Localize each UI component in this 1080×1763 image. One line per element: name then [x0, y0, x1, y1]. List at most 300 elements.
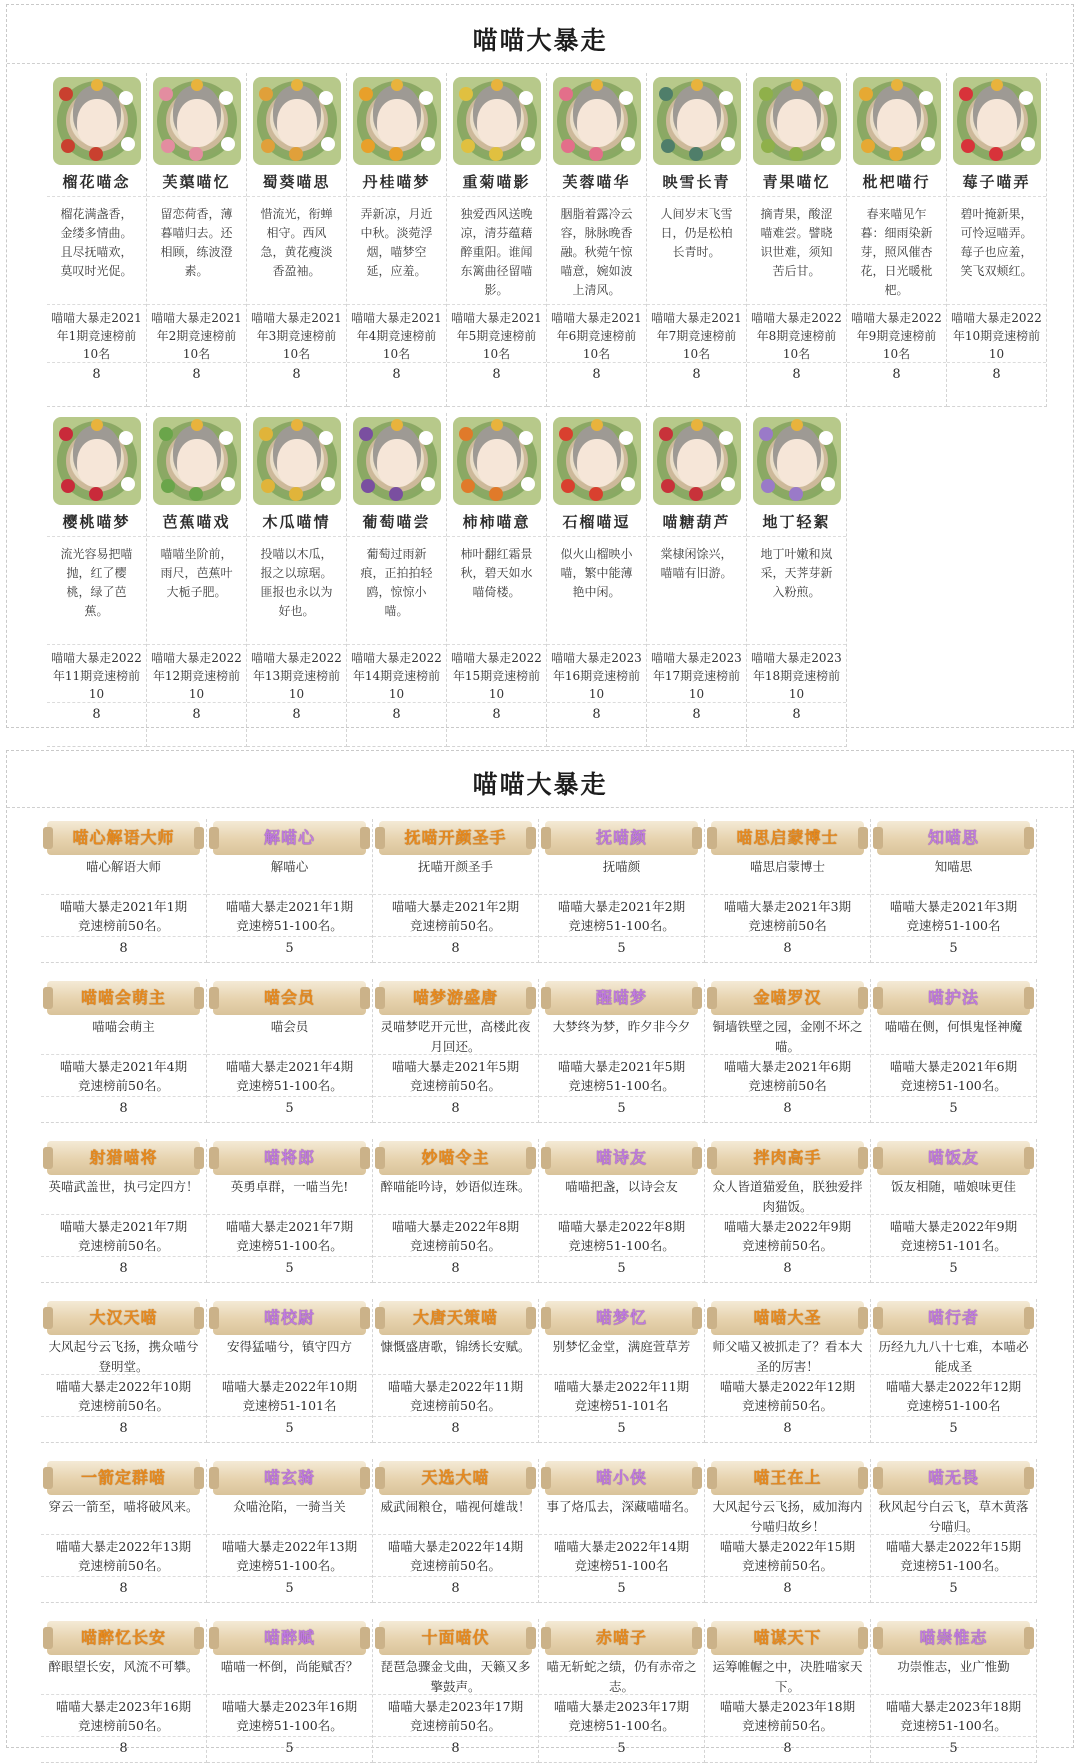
title-count: 8	[451, 1101, 460, 1116]
title-card[interactable]	[539, 1139, 705, 1283]
title-condition	[539, 1215, 704, 1257]
condition-period: 喵喵大暴走2022年10期	[55, 1379, 192, 1394]
avatar-description: 惜流光，衔蝉相守。西风急，黄花瘦淡香盈袖。	[247, 197, 346, 305]
condition-rank: 竞速榜前50名。	[410, 918, 501, 933]
condition-period: 喵喵大暴走2022年10期	[221, 1379, 358, 1394]
panel-title: 喵喵大暴走	[472, 770, 608, 799]
flower-icon	[61, 479, 75, 493]
condition-rank: 竞速榜51-100名。	[236, 1718, 343, 1733]
avatar-card[interactable]	[247, 413, 347, 747]
avatar-portrait-image	[553, 77, 641, 165]
title-count: 8	[119, 1741, 128, 1756]
title-card[interactable]	[207, 1139, 373, 1283]
title-divider	[7, 63, 1073, 64]
title-count: 8	[783, 1741, 792, 1756]
title-description: 运筹帷幄之中，决胜喵家天下。	[705, 1655, 870, 1695]
bell-icon	[91, 419, 103, 431]
title-count: 5	[949, 941, 958, 956]
title-condition	[373, 1375, 538, 1417]
title-card[interactable]	[705, 1619, 871, 1763]
flower-icon	[721, 137, 735, 151]
avatar-count: 8	[592, 707, 601, 722]
avatar-card[interactable]	[347, 413, 447, 747]
avatar-portrait-image	[253, 77, 341, 165]
flower-icon	[121, 137, 135, 151]
avatar-card[interactable]	[847, 73, 947, 407]
avatar-count: 8	[92, 367, 101, 382]
avatar-portrait-image	[553, 417, 641, 505]
avatar-condition: 喵喵大暴走2021年1期竞速榜前10名	[47, 305, 146, 363]
condition-rank: 竞速榜51-101名。	[900, 1238, 1007, 1253]
flower-icon	[919, 91, 933, 105]
avatar-condition: 喵喵大暴走2021年4期竞速榜前10名	[347, 305, 446, 363]
title-description: 慷慨盛唐歌，锦绣长安赋。	[373, 1335, 538, 1375]
title-card[interactable]	[373, 1619, 539, 1763]
condition-rank: 竞速榜前50名。	[742, 1238, 833, 1253]
bell-icon	[691, 419, 703, 431]
flower-icon	[889, 147, 903, 161]
condition-period: 喵喵大暴走2023年18期	[885, 1699, 1022, 1714]
flower-icon	[219, 431, 233, 445]
bell-icon	[991, 79, 1003, 91]
flower-icon	[661, 479, 675, 493]
title-card[interactable]	[705, 1459, 871, 1603]
flower-icon	[1019, 91, 1033, 105]
avatar-card[interactable]	[547, 73, 647, 407]
title-card[interactable]	[539, 979, 705, 1123]
title-card[interactable]	[207, 1459, 373, 1603]
flower-icon	[321, 137, 335, 151]
flower-icon	[259, 427, 273, 441]
title-count: 5	[949, 1741, 958, 1756]
title-card[interactable]	[41, 979, 207, 1123]
title-description: 喵喵把盏，以诗会友	[539, 1175, 704, 1215]
flower-icon	[721, 477, 735, 491]
bell-icon	[391, 419, 403, 431]
flower-icon	[821, 477, 835, 491]
title-condition	[871, 895, 1036, 937]
flower-icon	[289, 487, 303, 501]
avatar-description: 摘青果，酸涩喵难尝。譬晓识世难，须知苦后甘。	[747, 197, 846, 305]
title-badge: 喵校尉	[213, 1301, 366, 1335]
title-count: 5	[617, 1261, 626, 1276]
title-badge: 妙喵令主	[379, 1141, 532, 1175]
condition-rank: 竞速榜前50名。	[78, 1718, 169, 1733]
avatar-description: 流光容易把喵抛，红了樱桃，绿了芭蕉。	[47, 537, 146, 645]
condition-period: 喵喵大暴走2021年2期	[557, 899, 686, 914]
title-card[interactable]	[41, 819, 207, 963]
title-count: 8	[451, 1421, 460, 1436]
title-condition	[41, 1695, 206, 1737]
title-description: 大梦终为梦，昨夕非今夕	[539, 1015, 704, 1055]
avatar-condition: 喵喵大暴走2021年6期竞速榜前10名	[547, 305, 646, 363]
bell-icon	[791, 419, 803, 431]
flower-icon	[1021, 137, 1035, 151]
title-count: 5	[949, 1101, 958, 1116]
avatar-count: 8	[392, 707, 401, 722]
flower-icon	[959, 87, 973, 101]
condition-period: 喵喵大暴走2022年9期	[889, 1219, 1018, 1234]
title-badge: 一箭定群喵	[47, 1461, 200, 1495]
flower-icon	[221, 137, 235, 151]
flower-icon	[819, 91, 833, 105]
avatar-card[interactable]	[647, 73, 747, 407]
condition-period: 喵喵大暴走2022年11期	[387, 1379, 524, 1394]
character-face	[477, 99, 517, 147]
title-description: 喵会员	[207, 1015, 372, 1055]
flower-icon	[459, 87, 473, 101]
avatar-name: 喵糖葫芦	[647, 511, 746, 537]
avatar-name: 葡萄喵尝	[347, 511, 446, 537]
avatar-card[interactable]	[447, 73, 547, 407]
title-count: 5	[617, 1581, 626, 1596]
title-condition	[207, 1535, 372, 1577]
character-face	[877, 99, 917, 147]
avatar-count: 8	[292, 367, 301, 382]
avatar-description: 地丁叶嫩和岚采，天荠芽新入粉煎。	[747, 537, 846, 645]
avatar-condition: 喵喵大暴走2023年18期竞速榜前10	[747, 645, 846, 703]
avatar-condition: 喵喵大暴走2021年2期竞速榜前10名	[147, 305, 246, 363]
flower-icon	[459, 427, 473, 441]
avatar-card[interactable]	[547, 413, 647, 747]
title-count: 5	[617, 1101, 626, 1116]
title-count: 8	[451, 1261, 460, 1276]
condition-period: 喵喵大暴走2021年3期	[723, 899, 852, 914]
bell-icon	[491, 79, 503, 91]
title-count: 8	[783, 1421, 792, 1436]
character-face	[377, 99, 417, 147]
avatar-portrait-image	[253, 417, 341, 505]
flower-icon	[121, 477, 135, 491]
title-condition	[207, 895, 372, 937]
avatar-description: 弄新凉，月近中秋。淡菀浮烟，喵梦空延，应羞。	[347, 197, 446, 305]
bell-icon	[591, 79, 603, 91]
flower-icon	[61, 139, 75, 153]
avatar-condition: 喵喵大暴走2021年5期竞速榜前10名	[447, 305, 546, 363]
avatar-name: 木瓜喵情	[247, 511, 346, 537]
flower-icon	[221, 477, 235, 491]
title-card[interactable]	[373, 1299, 539, 1443]
title-badge: 喵护法	[877, 981, 1030, 1015]
title-description: 喵思启蒙博士	[705, 855, 870, 895]
title-card[interactable]	[871, 819, 1037, 963]
title-card[interactable]	[539, 819, 705, 963]
title-condition	[373, 895, 538, 937]
title-card[interactable]	[539, 1619, 705, 1763]
avatar-count: 8	[392, 367, 401, 382]
avatar-condition: 喵喵大暴走2022年11期竞速榜前10	[47, 645, 146, 703]
flower-icon	[89, 147, 103, 161]
title-card[interactable]	[871, 1459, 1037, 1603]
condition-period: 喵喵大暴走2022年8期	[391, 1219, 520, 1234]
title-condition	[41, 1375, 206, 1417]
condition-rank: 竞速榜51-100名。	[568, 1718, 675, 1733]
title-description: 喵喵在侧，何惧鬼怪神魔	[871, 1015, 1036, 1055]
flower-icon	[659, 87, 673, 101]
condition-rank: 竞速榜51-100名。	[236, 918, 343, 933]
condition-rank: 竞速榜前50名。	[742, 1398, 833, 1413]
title-badge: 十面喵伏	[379, 1621, 532, 1655]
avatar-card[interactable]	[147, 413, 247, 747]
flower-icon	[161, 479, 175, 493]
title-count: 5	[285, 1581, 294, 1596]
title-badge: 喵行者	[877, 1301, 1030, 1335]
flower-icon	[521, 137, 535, 151]
flower-icon	[589, 147, 603, 161]
avatar-card[interactable]	[747, 73, 847, 407]
avatar-count: 8	[792, 707, 801, 722]
avatar-name: 石榴喵逗	[547, 511, 646, 537]
title-card[interactable]	[41, 1619, 207, 1763]
avatar-portrait-image	[653, 417, 741, 505]
character-face	[277, 99, 317, 147]
title-description: 大风起兮云飞扬，威加海内兮喵归故乡！	[705, 1495, 870, 1535]
condition-rank: 竞速榜51-100名。	[236, 1078, 343, 1093]
title-condition	[373, 1535, 538, 1577]
avatar-description: 似火山榴映小喵，繁中能薄艳中闲。	[547, 537, 646, 645]
flower-icon	[561, 479, 575, 493]
bell-icon	[691, 79, 703, 91]
title-count: 5	[949, 1421, 958, 1436]
title-condition	[41, 1055, 206, 1097]
condition-rank: 竞速榜前50名。	[742, 1558, 833, 1573]
title-count: 8	[451, 941, 460, 956]
avatar-condition: 喵喵大暴走2022年12期竞速榜前10	[147, 645, 246, 703]
title-count: 8	[451, 1741, 460, 1756]
avatar-portrait-image	[953, 77, 1041, 165]
bell-icon	[491, 419, 503, 431]
title-badge: 抚喵开颜圣手	[379, 821, 532, 855]
avatar-description: 春来喵见乍暮：细雨染新芽，照风催杏花，日光暖枇杷。	[847, 197, 946, 305]
flower-icon	[659, 427, 673, 441]
title-condition	[539, 1375, 704, 1417]
title-card[interactable]	[207, 1299, 373, 1443]
title-card[interactable]	[373, 1459, 539, 1603]
flower-icon	[461, 479, 475, 493]
condition-rank: 竞速榜前50名。	[78, 1398, 169, 1413]
flower-icon	[719, 91, 733, 105]
avatar-portrait-image	[453, 77, 541, 165]
flower-icon	[689, 487, 703, 501]
title-count: 5	[617, 941, 626, 956]
title-card[interactable]	[539, 1299, 705, 1443]
avatar-name: 映雪长青	[647, 171, 746, 197]
character-face	[77, 439, 117, 487]
title-card[interactable]	[41, 1459, 207, 1603]
condition-period: 喵喵大暴走2023年16期	[55, 1699, 192, 1714]
avatar-card[interactable]	[647, 413, 747, 747]
title-card[interactable]	[871, 1139, 1037, 1283]
avatar-portrait-image	[653, 77, 741, 165]
title-badge: 喵小侠	[545, 1461, 698, 1495]
character-face	[577, 99, 617, 147]
title-card[interactable]	[373, 979, 539, 1123]
flower-icon	[589, 487, 603, 501]
title-card[interactable]	[705, 1299, 871, 1443]
avatar-card[interactable]	[247, 73, 347, 407]
title-count: 8	[119, 1421, 128, 1436]
avatar-count: 8	[892, 367, 901, 382]
avatar-card[interactable]	[47, 413, 147, 747]
flower-icon	[859, 87, 873, 101]
flower-icon	[289, 147, 303, 161]
title-description: 别梦忆金堂，满庭萱草芳	[539, 1335, 704, 1375]
flower-icon	[819, 431, 833, 445]
title-card[interactable]	[373, 819, 539, 963]
condition-rank: 竞速榜前50名。	[78, 1238, 169, 1253]
title-grid	[41, 819, 1037, 1763]
condition-period: 喵喵大暴走2021年6期	[889, 1059, 1018, 1074]
flower-icon	[159, 87, 173, 101]
condition-period: 喵喵大暴走2022年15期	[719, 1539, 856, 1554]
title-card[interactable]	[539, 1459, 705, 1603]
title-card[interactable]	[207, 979, 373, 1123]
avatar-count: 8	[192, 707, 201, 722]
bell-icon	[591, 419, 603, 431]
title-badge: 喵喵大圣	[711, 1301, 864, 1335]
character-face	[677, 439, 717, 487]
flower-icon	[59, 87, 73, 101]
title-count: 8	[119, 1261, 128, 1276]
avatar-name: 芙蓉喵华	[547, 171, 646, 197]
title-description: 威武闹粮仓，喵视何雄哉！	[373, 1495, 538, 1535]
title-count: 5	[285, 1741, 294, 1756]
title-condition	[207, 1695, 372, 1737]
character-face	[677, 99, 717, 147]
flower-icon	[421, 477, 435, 491]
condition-rank: 竞速榜前50名。	[410, 1718, 501, 1733]
condition-period: 喵喵大暴走2022年8期	[557, 1219, 686, 1234]
flower-icon	[759, 427, 773, 441]
avatar-card[interactable]	[47, 73, 147, 407]
bell-icon	[91, 79, 103, 91]
title-description: 琵琶急骤金戈曲，天籁又多擎鼓声。	[373, 1655, 538, 1695]
title-description: 铜墙铁壁之园，金刚不坏之喵。	[705, 1015, 870, 1055]
avatar-name: 青果喵忆	[747, 171, 846, 197]
title-condition	[871, 1695, 1036, 1737]
avatar-card[interactable]	[447, 413, 547, 747]
avatar-description: 人间岁末飞雪日，仍是松柏长青时。	[647, 197, 746, 305]
title-card[interactable]	[207, 1619, 373, 1763]
condition-period: 喵喵大暴走2023年18期	[719, 1699, 856, 1714]
avatar-description: 柿叶翻红霜景秋，碧天如水喵倚楼。	[447, 537, 546, 645]
title-card[interactable]	[705, 979, 871, 1123]
title-description: 大风起兮云飞扬，携众喵兮登明堂。	[41, 1335, 206, 1375]
avatar-portrait-image	[353, 417, 441, 505]
title-card[interactable]	[871, 979, 1037, 1123]
title-description: 事了烙瓜去，深藏喵喵名。	[539, 1495, 704, 1535]
title-card[interactable]	[705, 819, 871, 963]
title-card[interactable]	[41, 1139, 207, 1283]
title-condition	[207, 1055, 372, 1097]
condition-rank: 竞速榜51-100名	[906, 1398, 1001, 1413]
flower-icon	[619, 91, 633, 105]
avatar-card[interactable]	[147, 73, 247, 407]
condition-period: 喵喵大暴走2022年14期	[387, 1539, 524, 1554]
condition-rank: 竞速榜前50名。	[742, 1718, 833, 1733]
avatar-description: 棠棣闲馀兴，喵喵有旧游。	[647, 537, 746, 645]
avatar-count: 8	[592, 367, 601, 382]
title-badge: 射猎喵将	[47, 1141, 200, 1175]
flower-icon	[759, 87, 773, 101]
condition-rank: 竞速榜前50名	[748, 918, 827, 933]
flower-icon	[719, 431, 733, 445]
avatar-portrait-image	[853, 77, 941, 165]
avatar-name: 榴花喵念	[47, 171, 146, 197]
condition-rank: 竞速榜前50名。	[78, 918, 169, 933]
title-condition	[373, 1695, 538, 1737]
title-description: 英勇卓群，一喵当先!	[207, 1175, 372, 1215]
title-condition	[871, 1215, 1036, 1257]
title-badge: 喵喵会萌主	[47, 981, 200, 1015]
condition-rank: 竞速榜前50名。	[78, 1078, 169, 1093]
title-count: 8	[783, 941, 792, 956]
title-count: 8	[119, 941, 128, 956]
title-count: 8	[119, 1101, 128, 1116]
avatar-portrait-image	[353, 77, 441, 165]
avatar-condition: 喵喵大暴走2022年15期竞速榜前10	[447, 645, 546, 703]
title-condition	[539, 895, 704, 937]
condition-rank: 竞速榜51-101名	[242, 1398, 337, 1413]
title-condition	[705, 895, 870, 937]
character-face	[777, 439, 817, 487]
avatar-card[interactable]	[947, 73, 1047, 407]
flower-icon	[521, 477, 535, 491]
condition-rank: 竞速榜51-100名。	[568, 1078, 675, 1093]
flower-icon	[389, 147, 403, 161]
title-badge: 喵诗友	[545, 1141, 698, 1175]
avatar-name: 地丁轻絮	[747, 511, 846, 537]
flower-icon	[821, 137, 835, 151]
title-card[interactable]	[207, 819, 373, 963]
title-divider	[7, 807, 1073, 808]
title-condition	[373, 1215, 538, 1257]
flower-icon	[419, 91, 433, 105]
title-card[interactable]	[871, 1619, 1037, 1763]
title-count: 5	[285, 1261, 294, 1276]
condition-period: 喵喵大暴走2021年1期	[59, 899, 188, 914]
flower-icon	[421, 137, 435, 151]
condition-rank: 竞速榜51-100名	[574, 1558, 669, 1573]
avatar-card[interactable]	[747, 413, 847, 747]
title-description: 灵喵梦呓开元世，高楼此夜月回还。	[373, 1015, 538, 1055]
condition-period: 喵喵大暴走2021年4期	[59, 1059, 188, 1074]
condition-rank: 竞速榜51-100名。	[236, 1238, 343, 1253]
condition-period: 喵喵大暴走2023年16期	[221, 1699, 358, 1714]
title-count: 8	[451, 1581, 460, 1596]
title-card[interactable]	[871, 1299, 1037, 1443]
avatar-portrait-image	[753, 77, 841, 165]
title-description: 喵喵一杯倒，尚能赋否？	[207, 1655, 372, 1695]
title-count: 8	[119, 1581, 128, 1596]
flower-icon	[361, 479, 375, 493]
flower-icon	[961, 139, 975, 153]
title-badge: 喵梦忆	[545, 1301, 698, 1335]
title-card[interactable]	[373, 1139, 539, 1283]
title-condition	[41, 1215, 206, 1257]
avatar-count: 8	[692, 367, 701, 382]
avatar-card[interactable]	[347, 73, 447, 407]
title-card[interactable]	[705, 1139, 871, 1283]
title-card[interactable]	[41, 1299, 207, 1443]
flower-icon	[661, 139, 675, 153]
condition-period: 喵喵大暴走2022年13期	[221, 1539, 358, 1554]
condition-period: 喵喵大暴走2021年5期	[557, 1059, 686, 1074]
avatar-portrait-image	[153, 77, 241, 165]
avatar-condition: 喵喵大暴走2022年13期竞速榜前10	[247, 645, 346, 703]
flower-icon	[159, 427, 173, 441]
flower-icon	[861, 139, 875, 153]
